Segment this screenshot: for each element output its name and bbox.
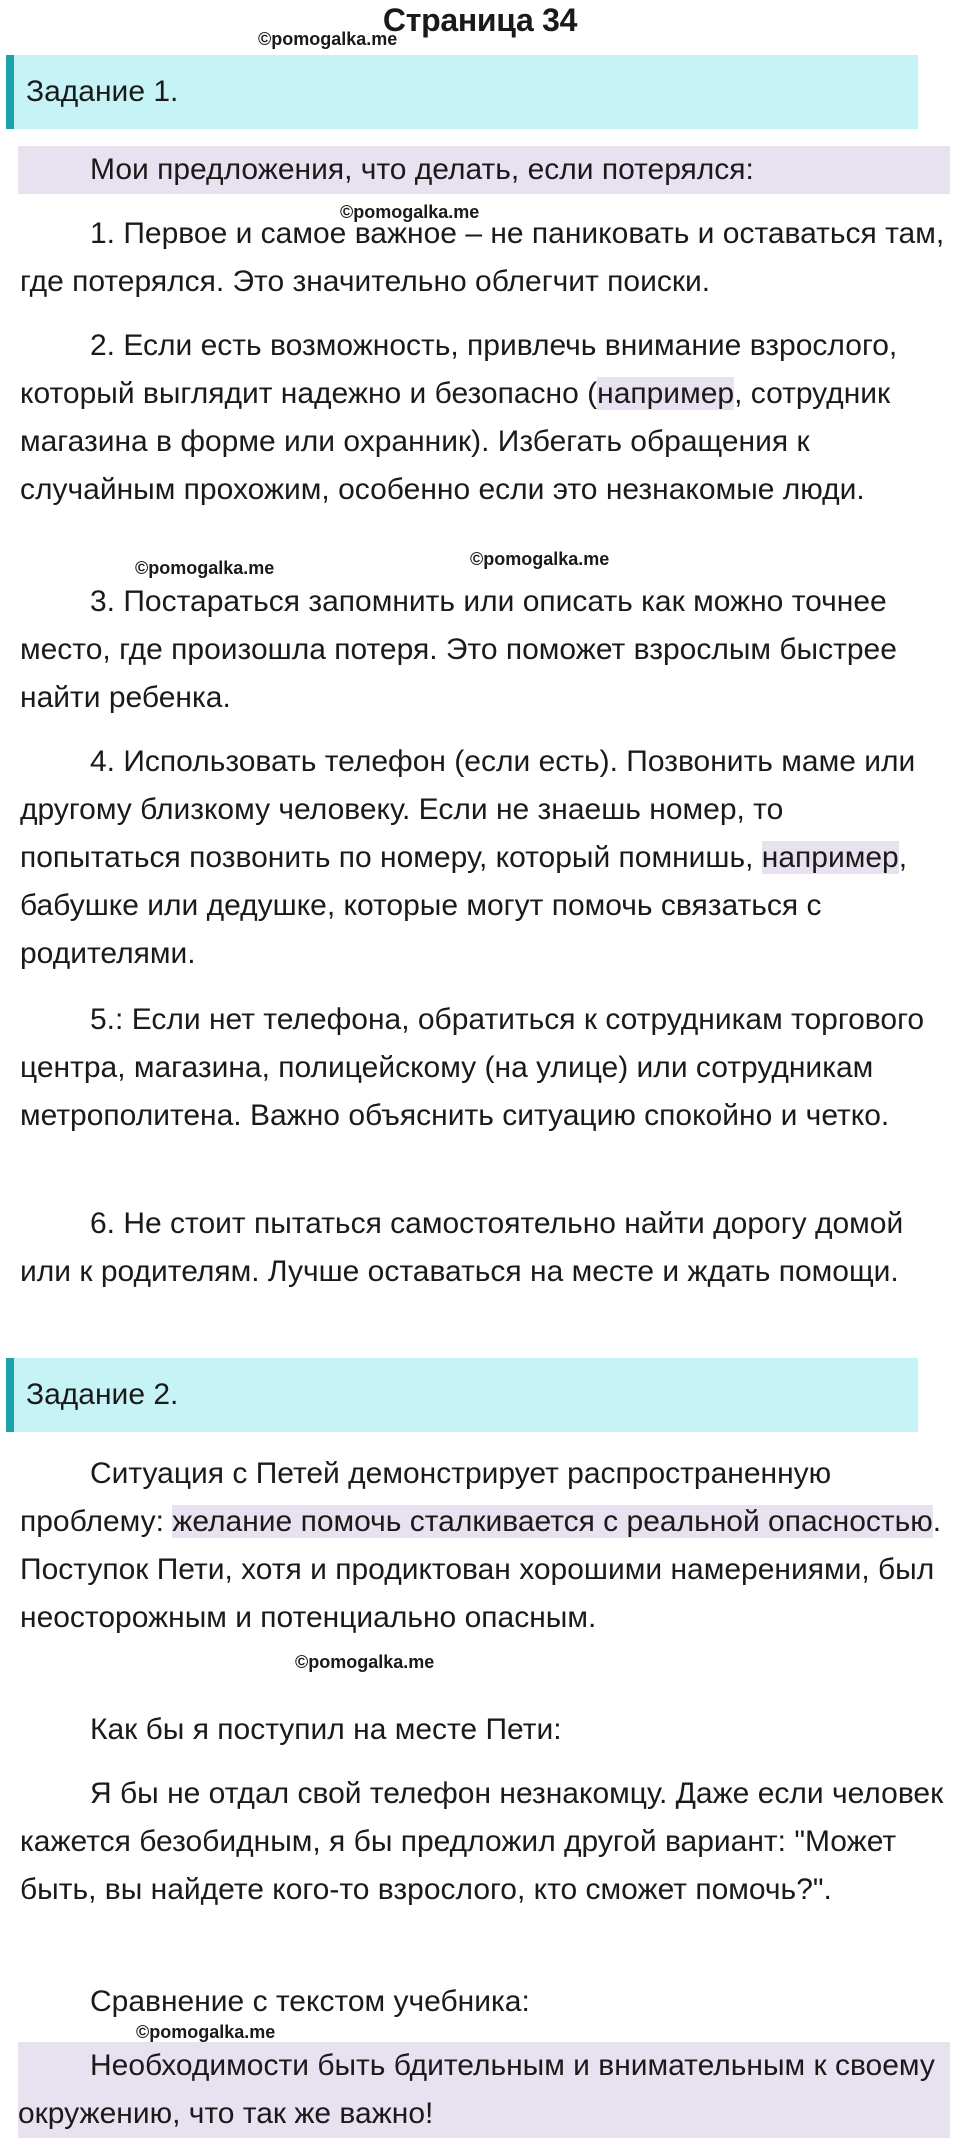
watermark: ©pomogalka.me bbox=[136, 2022, 276, 2042]
watermark: ©pomogalka.me bbox=[340, 202, 480, 222]
watermark: ©pomogalka.me bbox=[135, 558, 275, 578]
watermark: ©pomogalka.me bbox=[258, 29, 398, 49]
task-2-header: Задание 2. bbox=[6, 1358, 918, 1432]
task-1-item-1: 1. Первое и самое важное – не паниковать и оставаться там, где потерялся. Это значительно облегчит поиски. bbox=[20, 217, 945, 298]
task-2-paragraph-1 bbox=[20, 1450, 945, 1642]
p1-text-after: . Поступок Пети, хотя и продиктован хорошими намерениями, был неосторожным и потенциально опасным. bbox=[20, 1505, 942, 1634]
task-1-item-3: 3. Постараться запомнить или описать как можно точнее место, где произошла потеря. Это поможет взрослым быстрее найти ребенка. bbox=[20, 585, 897, 714]
p1-text-before: Ситуация с Петей демонстрирует распространенную проблему: bbox=[20, 1457, 832, 1538]
task-2-paragraph-4: Сравнение с текстом учебника: bbox=[90, 1985, 530, 2018]
task-1-intro bbox=[18, 146, 950, 194]
item-2-text-after: , сотрудник магазина в форме или охранник). Избегать обращения к случайным прохожим, особенно если это незнакомые люди. bbox=[20, 377, 891, 506]
item-4-text-after: , бабушке или дедушке, которые могут помочь связаться с родителями. bbox=[20, 841, 908, 970]
task-2-paragraph-3: Я бы не отдал свой телефон незнакомцу. Даже если человек кажется безобидным, я бы предложил другой вариант: "Может быть, вы найдете кого-то взрослого, кто сможет помочь?". bbox=[20, 1777, 944, 1906]
p1-highlight: желание помочь сталкивается с реальной опасностью bbox=[172, 1505, 933, 1538]
task-1-header: Задание 1. bbox=[6, 55, 918, 129]
task-2-conclusion bbox=[18, 2042, 950, 2138]
watermark: ©pomogalka.me bbox=[470, 549, 610, 569]
item-4-highlight: например bbox=[761, 841, 899, 874]
task-1-intro-text: Мои предложения, что делать, если потерялся: bbox=[90, 153, 754, 186]
task-1-item-5: 5.: Если нет телефона, обратиться к сотрудникам торгового центра, магазина, полицейскому (на улице) или сотрудникам метрополитена. Важно объяснить ситуацию спокойно и четко. bbox=[20, 1003, 925, 1132]
task-2-conclusion-text: Необходимости быть бдительным и внимательным к своему окружению, что так же важно! bbox=[18, 2049, 935, 2130]
task-2-paragraph-2: Как бы я поступил на месте Пети: bbox=[90, 1713, 562, 1746]
item-4-text-before: 4. Использовать телефон (если есть). Позвонить маме или другому близкому человеку. Если не знаешь номер, то попытаться позвонить по номеру, который помнишь, bbox=[20, 745, 916, 874]
task-1-item-6: 6. Не стоит пытаться самостоятельно найти дорогу домой или к родителям. Лучше оставаться на месте и ждать помощи. bbox=[20, 1207, 904, 1288]
task-1-item-4 bbox=[20, 738, 945, 978]
page-title: Страница 34 bbox=[382, 2, 578, 38]
watermark: ©pomogalka.me bbox=[295, 1652, 435, 1672]
task-1-item-2 bbox=[20, 322, 945, 514]
item-2-highlight: например bbox=[597, 377, 735, 410]
item-2-text-before: 2. Если есть возможность, привлечь внимание взрослого, который выглядит надежно и безопасно ( bbox=[20, 329, 898, 410]
